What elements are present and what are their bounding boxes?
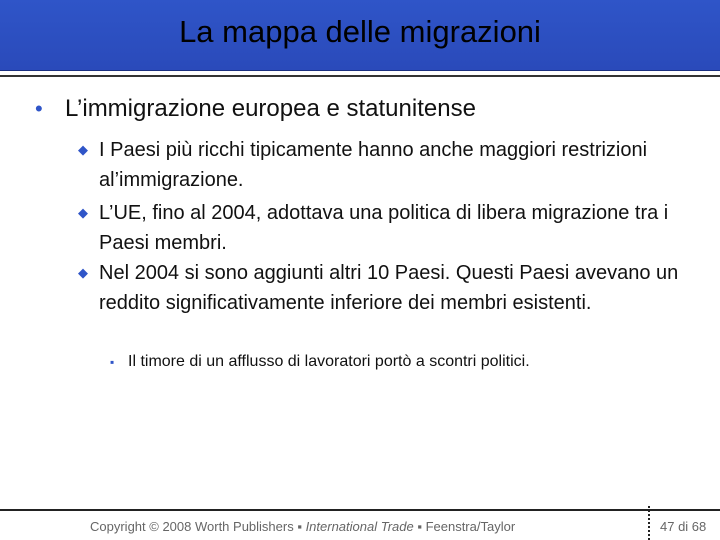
bullet-text: I Paesi più ricchi tipicamente hanno anche maggiori restrizioni al’immigrazione. xyxy=(99,139,648,191)
bullet-text: L’UE, fino al 2004, adottava una politica di libera migrazione tra i Paesi membri. xyxy=(99,202,669,254)
square-bullet-icon: ▪ xyxy=(110,355,115,369)
footer-separator xyxy=(648,506,650,540)
diamond-bullet-icon: ◆ xyxy=(78,265,88,280)
book-title: International Trade xyxy=(305,519,414,534)
footer-divider xyxy=(0,509,720,511)
bullet-text: Il timore di un afflusso di lavoratori portò a scontri politici. xyxy=(128,353,530,370)
title-bar xyxy=(0,0,720,71)
slide-title: La mappa delle migrazioni xyxy=(179,14,541,49)
round-bullet-icon: • xyxy=(35,96,43,121)
bullet-text: Nel 2004 si sono aggiunti altri 10 Paesi. Questi Paesi avevano un reddito significativamente inferiore dei membri esistenti. xyxy=(99,262,679,314)
footer-copyright xyxy=(90,519,560,534)
bullet-text: L’immigrazione europea e statunitense xyxy=(65,95,476,122)
copyright-text: Copyright © 2008 Worth Publishers ▪ xyxy=(90,519,306,534)
diamond-bullet-icon: ◆ xyxy=(78,205,88,220)
title-divider xyxy=(0,75,720,77)
diamond-bullet-icon: ◆ xyxy=(78,142,88,157)
page-number: 47 di 68 xyxy=(660,519,707,534)
authors-text: ▪ Feenstra/Taylor xyxy=(413,519,516,534)
